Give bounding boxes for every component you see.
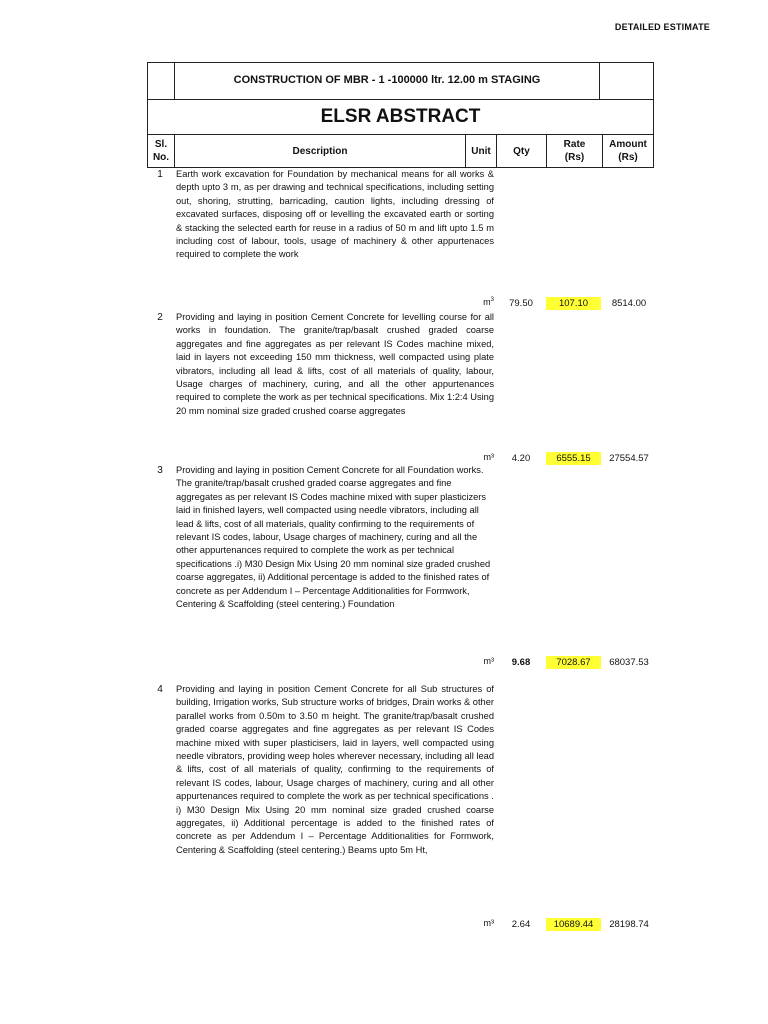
item-rate: 7028.67: [546, 656, 601, 669]
item-sl-no: 4: [157, 684, 163, 695]
item-description-spec: i) M30 Design Mix Using 20 mm nominal size graded crushed coarse aggregates, ii) Additional percentage is added to the finished rates of concrete as per Addendum I – Percentage Additionalities for Formwork, Centering & Scaffolding (steel centering.) Beams upto 5m Ht,: [176, 804, 494, 855]
item-rate: 6555.15: [546, 452, 601, 465]
item-amount: 27554.57: [609, 453, 649, 464]
item-description: Providing and laying in position Cement Concrete for all Foundation works. The granite/trap/basalt crushed graded coarse aggregates and fine aggregates as per relevant IS Codes machine mixed with super plasticizers laid in finished layers, well compacted using needle vibrators, including all lead & lifts, cost of all materials, quality confirming to the requirements of relevant IS codes, labour, Usage charges of machinery, curing and all the other appurtenances required to complete the work as per technical specifications .i) M30 Design Mix Using 20 mm nominal size graded crushed coarse aggregates, ii) Additional percentage is added to the finished rates of concrete as per Addendum I – Percentage Additionalities for Formwork, Centering & Scaffolding (steel centering.) Foundation: [176, 465, 491, 610]
col-amount: Amount (Rs): [602, 135, 653, 167]
item-unit: m³: [483, 656, 494, 666]
item-description-main: Providing and laying in position Cement Concrete for all Sub structures of building, Irrigation works, Sub structure works of bridges, Drain works & other parallel works from 0.50m to 3.50 m height. The granite/trap/basalt crushed graded coarse aggregates and fine aggregates as per relevant IS Codes machine mixed with super plasticisers, laid in layers, well compacted using needle vibrators, providing weep holes wherever necessary, including all lead & lifts, cost of all materials of quality, confirming to the requirements of relevant IS codes, labour, Usage charges of machinery, curing and all other appurtenances required to complete the work as per technical specifications .: [176, 684, 494, 802]
item-sl-no: 1: [157, 169, 163, 180]
column-header-row: [147, 134, 654, 168]
item-rate: 10689.44: [546, 918, 601, 931]
item-amount: 8514.00: [611, 298, 647, 309]
project-title: CONSTRUCTION OF MBR - 1 -100000 ltr. 12.00 m STAGING: [233, 74, 541, 86]
item-rate: 107.10: [546, 297, 601, 310]
title-right-cell: [599, 63, 653, 99]
item-description: [176, 683, 494, 857]
abstract-title-row: [147, 99, 654, 135]
document-type-label: DETAILED ESTIMATE: [614, 22, 710, 32]
item-unit: m³: [483, 452, 494, 462]
col-description: Description: [174, 135, 465, 167]
item-description: Providing and laying in position Cement Concrete for levelling course for all works in foundation. The granite/trap/basalt crushed graded coarse aggregates and fine aggregates as per relevant IS Codes machine mixed, laid in layers not exceeding 150 mm thickness, well compacted using plate vibrators, including all lead & lifts, cost of all materials of quality, labour, Usage charges of machinery, curing, and all the other appurtenances required to complete the work as per technical specifications. Mix 1:2:4 Using 20 mm nominal size graded crushed coarse aggregates: [176, 312, 494, 416]
col-unit: Unit: [465, 135, 496, 167]
item-amount: 28198.74: [609, 919, 649, 930]
abstract-title: ELSR ABSTRACT: [320, 106, 481, 127]
item-unit: m³: [483, 918, 494, 928]
item-description: Earth work excavation for Foundation by mechanical means for all works & depth upto 3 m, as per drawing and technical specifications, including setting out, shoring, strutting, barricading, caution lights, including dressing of excavated surfaces, disposing off or levelling the excavated earth or sorting & stacking the selected earth for reuse in a radius of 50 m and lift upto 1.5 m including cost of labour, tools, usage of machinery & other appurtenaces required to complete the work: [176, 169, 494, 260]
item-qty: 9.68: [511, 657, 531, 668]
item-unit: $m^3$: [483, 297, 494, 307]
item-amount: 68037.53: [609, 657, 649, 668]
title-left-cell: [148, 63, 175, 99]
col-qty: Qty: [496, 135, 546, 167]
item-qty: 79.50: [509, 298, 533, 309]
col-sl-no: Sl. No.: [152, 139, 170, 163]
item-sl-no: 2: [157, 312, 163, 323]
col-rate: Rate (Rs): [546, 135, 602, 167]
item-qty: 4.20: [511, 453, 531, 464]
item-sl-no: 3: [157, 465, 163, 476]
project-title-row: [147, 62, 654, 100]
item-qty: 2.64: [511, 919, 531, 930]
